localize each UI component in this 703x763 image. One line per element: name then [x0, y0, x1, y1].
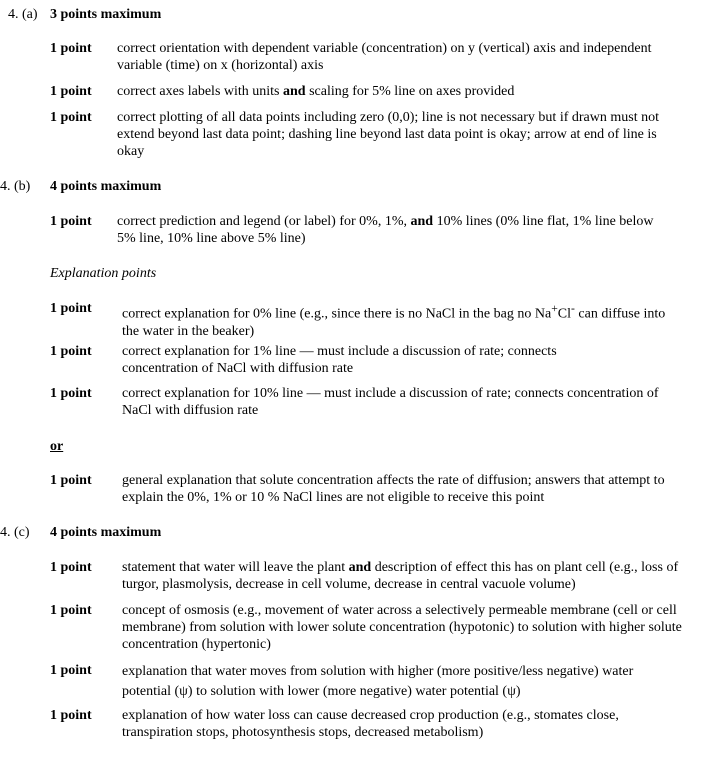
criterion-text: correct plotting of all data points including zero (0,0); line is not necessary but if drawn must not extend beyond last data point; dashing line beyond last data point is okay; arrow at end of line is okay: [117, 110, 659, 159]
criterion-text: explanation of how water loss can cause decreased crop production (e.g., stomates close, transpiration stops, photosynthesis stops, decreased metabolism): [122, 708, 619, 740]
criterion-text: correct prediction and legend (or label) for 0%, 1%, and 10% lines (0% line flat, 1% line below 5% line, 10% line above 5% line): [117, 214, 654, 246]
point-label: 1 point: [50, 110, 92, 125]
criterion-text: general explanation that solute concentration affects the rate of diffusion; answers that attempt to explain the 0%, 1% or 10 % NaCl lines are not eligible to receive this point: [122, 473, 665, 505]
point-label: 1 point: [50, 473, 92, 488]
section-a-title: 3 points maximum: [50, 7, 162, 22]
criterion-text: explanation that water moves from solution with higher (more positive/less negative) water potential (ψ) to solution with lower (more negative) water potential (ψ): [122, 664, 634, 699]
point-label: 1 point: [50, 386, 92, 401]
point-label: 1 point: [50, 214, 92, 229]
criterion-text: correct explanation for 1% line — must include a discussion of rate; connects concentration of NaCl with diffusion rate: [122, 344, 557, 376]
section-a-label: 4. (a): [8, 7, 38, 22]
point-label: 1 point: [50, 560, 92, 575]
point-label: 1 point: [50, 301, 92, 316]
criterion-text: correct explanation for 10% line — must include a discussion of rate; connects concentration of NaCl with diffusion rate: [122, 386, 659, 418]
criterion-text: correct explanation for 0% line (e.g., since there is no NaCl in the bag no Na+Cl- can diffuse into the water in the beaker): [122, 302, 666, 339]
section-b-label: 4. (b): [0, 179, 31, 194]
section-c-title: 4 points maximum: [50, 525, 162, 540]
section-c-label: 4. (c): [0, 525, 30, 540]
criterion-text: correct axes labels with units and scaling for 5% line on axes provided: [117, 84, 515, 99]
section-b-title: 4 points maximum: [50, 179, 162, 194]
criterion-text: correct orientation with dependent variable (concentration) on y (vertical) axis and independent variable (time) on x (horizontal) axis: [117, 41, 652, 73]
criterion-text: statement that water will leave the plant and description of effect this has on plant cell (e.g., loss of turgor, plasmolysis, decrease in cell volume, decrease in central vacuole volume): [122, 560, 679, 592]
criterion-text: concept of osmosis (e.g., movement of water across a selectively permeable membrane (cell or cell membrane) from solution with lower solute concentration (hypotonic) to solution with higher solute concentration (hypertonic): [122, 603, 682, 652]
point-label: 1 point: [50, 41, 92, 56]
point-label: 1 point: [50, 663, 92, 678]
or-separator: or: [50, 439, 64, 454]
point-label: 1 point: [50, 344, 92, 359]
point-label: 1 point: [50, 708, 92, 723]
point-label: 1 point: [50, 84, 92, 99]
explanation-heading: Explanation points: [50, 266, 157, 281]
point-label: 1 point: [50, 603, 92, 618]
